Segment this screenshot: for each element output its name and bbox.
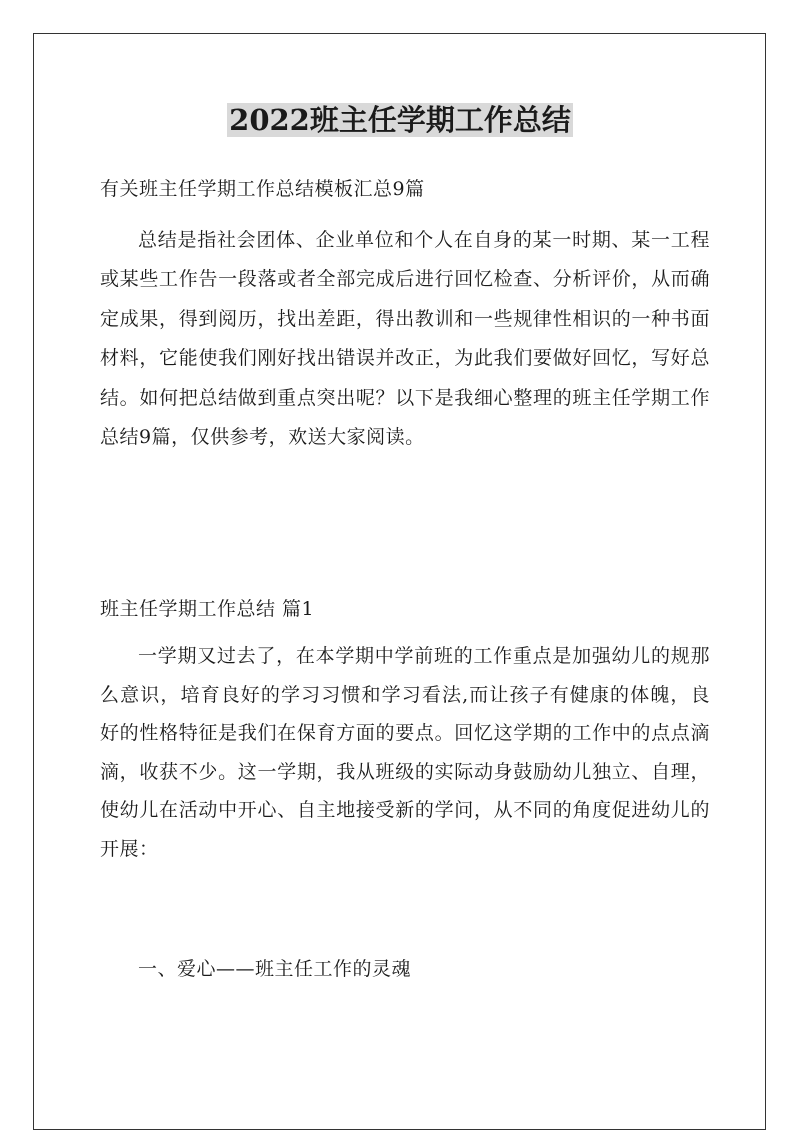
intro-paragraph: 总结是指社会团体、企业单位和个人在自身的某一时期、某一工程或某些工作告一段落或者全部完成后进行回忆检查、分析评价，从而确定成果，得到阅历，找出差距，得出教训和一些规律性相识的一种书面材料，它能使我们刚好找出错误并改正，为此我们要做好回忆，写好总结。如何把总结做到重点突出呢？以下是我细心整理的班主任学期工作总结9篇，仅供参考，欢送大家阅读。 [100,229,710,449]
body-paragraph: 一学期又过去了，在本学期中学前班的工作重点是加强幼儿的规那么意识，培育良好的学习习惯和学习看法,而让孩子有健康的体魄，良好的性格特征是我们在保育方面的要点。回忆这学期的工作中的点点滴滴，收获不少。这一学期，我从班级的实际动身鼓励幼儿独立、自理，使幼儿在活动中开心、自主地接受新的学问，从不同的角度促进幼儿的开展： [100,645,710,860]
section-heading: 班主任学期工作总结 篇1 [100,598,315,620]
document-subtitle: 有关班主任学期工作总结模板汇总9篇 [100,178,425,200]
document-title [0,100,800,140]
sub-heading: 一、爱心——班主任工作的灵魂 [138,958,412,980]
document-title-text: 2022班主任学期工作总结 [229,103,571,137]
